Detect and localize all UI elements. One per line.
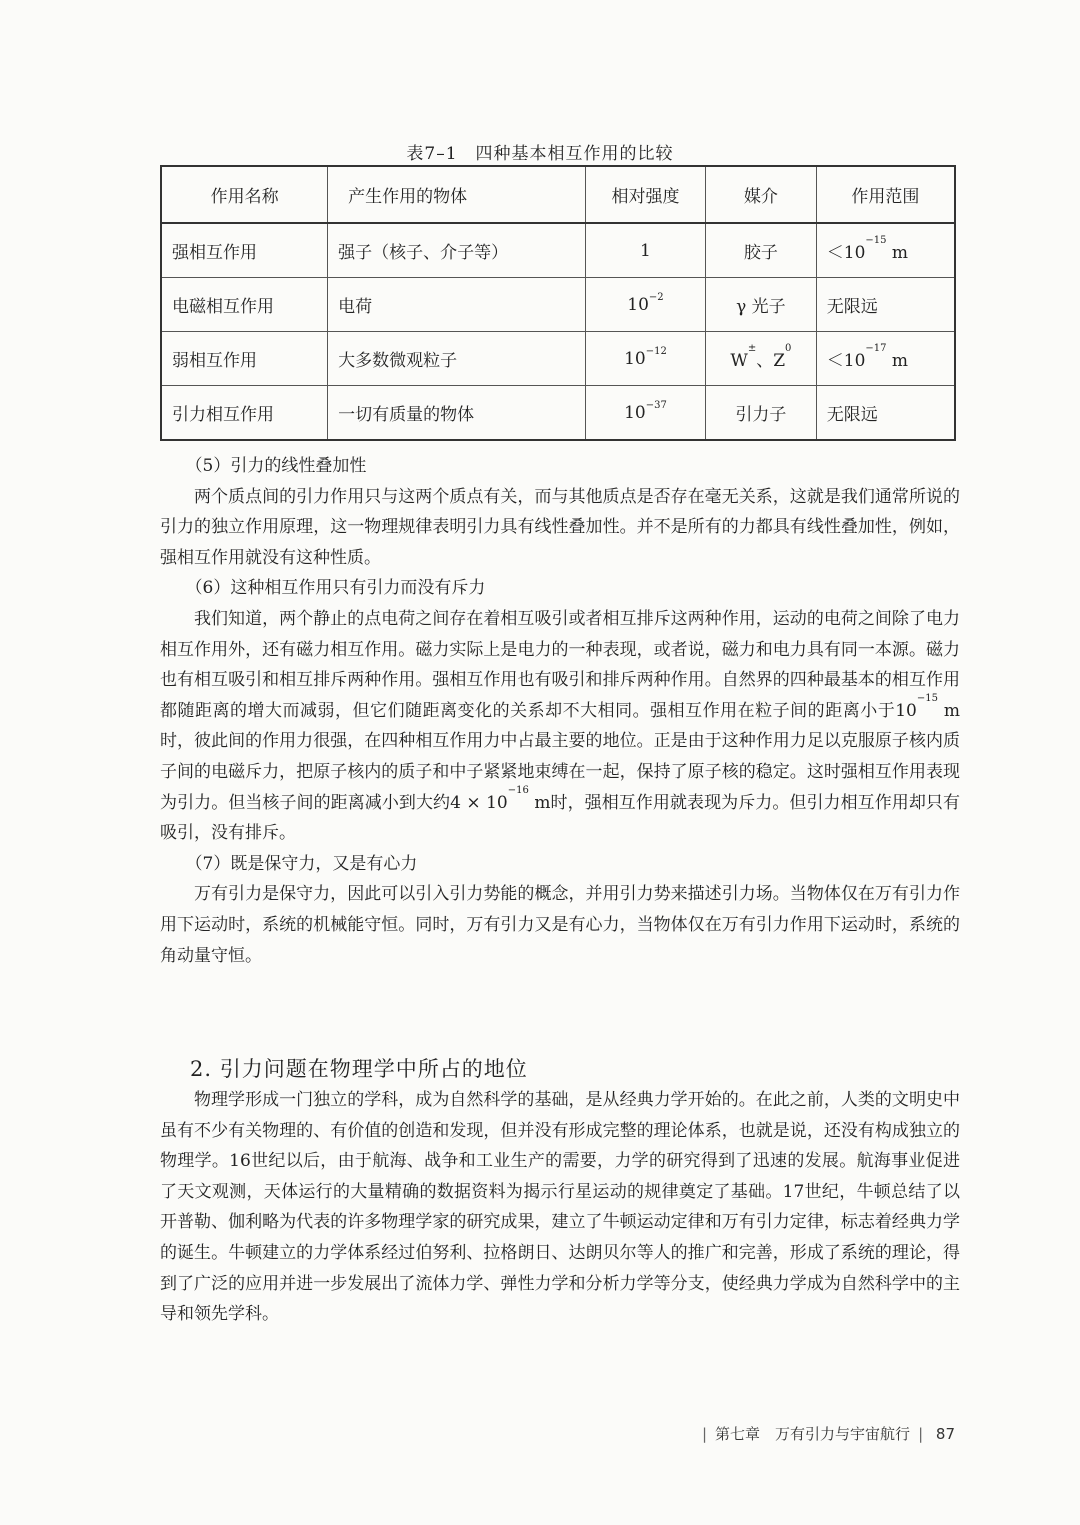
s6-paragraph: 我们知道，两个静止的点电荷之间存在着相互吸引或者相互排斥这两种作用，运动的电荷之间除了电力相互作用外，还有磁力相互作用。磁力实际上是电力的一种表现，或者说，磁力和电力具有同一本源。磁力也有相互吸引和相互排斥两种作用。强相互作用也有吸引和排斥两种作用。自然界的四种最基本的相互作用都随距离的增大而减弱，但它们随距离变化的关系却不大相同。强相互作用在粒子间的距离小于$10^{-15}$ m时，彼此间的作用力很强，在四种相互作用力中占最主要的地位。正是由于这种作用力足以克服原子核内质子间的电磁斥力，把原子核内的质子和中子紧紧地束缚在一起，保持了原子核的稳定。这时强相互作用表现为引力。但当核子间的距离减小到大约$4 \times 10^{-16}$ m时，强相互作用就表现为斥力。但引力相互作用却只有吸引，没有排斥。 [160, 608, 960, 844]
col-header-medium: 媒介 [706, 166, 817, 223]
cell-name: 强相互作用 [161, 223, 328, 278]
col-header-name: 作用名称 [161, 166, 328, 223]
cell-medium: γ 光子 [706, 278, 817, 332]
cell-source: 电荷 [328, 278, 586, 332]
interaction-comparison-table [160, 165, 956, 441]
table-header-row [161, 166, 955, 223]
col-header-strength: 相对强度 [585, 166, 705, 223]
col-header-source: 产生作用的物体 [328, 166, 586, 223]
s7-paragraph: 万有引力是保守力，因此可以引入引力势能的概念，并用引力势来描述引力场。当物体仅在万有引力作用下运动时，系统的机械能守恒。同时，万有引力又是有心力，当物体仅在万有引力作用下运动时，系统的角动量守恒。 [160, 884, 960, 966]
properties-block [160, 451, 960, 971]
cell-name: 引力相互作用 [161, 386, 328, 441]
cell-source: 大多数微观粒子 [328, 332, 586, 386]
section2-paragraph: 物理学形成一门独立的学科，成为自然科学的基础，是从经典力学开始的。在此之前，人类的文明史中虽有不少有关物理的、有价值的创造和发现，但并没有形成完整的理论体系，也就是说，还没有构成独立的物理学。16世纪以后，由于航海、战争和工业生产的需要，力学的研究得到了迅速的发展。航海事业促进了天文观测，天体运行的大量精确的数据资料为揭示行星运动的规律奠定了基础。17世纪，牛顿总结了以开普勒、伽利略为代表的许多物理学家的研究成果，建立了牛顿运动定律和万有引力定律，标志着经典力学的诞生。牛顿建立的力学体系经过伯努利、拉格朗日、达朗贝尔等人的推广和完善，形成了系统的理论，得到了广泛的应用并进一步发展出了流体力学、弹性力学和分析力学等分支，使经典力学成为自然科学中的主导和领先学科。 [160, 1090, 960, 1325]
table-row [161, 386, 955, 441]
table-row [161, 223, 955, 278]
s6-title: （6）这种相互作用只有引力而没有斥力 [185, 578, 486, 599]
table-row [161, 332, 955, 386]
cell-medium: W±、$Z^0$ [706, 332, 817, 386]
s7-title: （7）既是保守力，又是有心力 [185, 853, 418, 874]
cell-range: 无限远 [816, 386, 955, 441]
cell-source: 一切有质量的物体 [328, 386, 586, 441]
cell-strength: $10^{-2}$ [585, 278, 705, 332]
section-heading: 2. 引力问题在物理学中所占的地位 [190, 1057, 528, 1081]
cell-strength: $10^{-12}$ [585, 332, 705, 386]
col-header-range: 作用范围 [816, 166, 955, 223]
cell-source: 强子（核子、介子等） [328, 223, 586, 278]
footer-chapter: 第七章 万有引力与宇宙航行 [715, 1425, 911, 1443]
section2-block [160, 1085, 960, 1330]
cell-range: 无限远 [816, 278, 955, 332]
table-caption: 表7–1 四种基本相互作用的比较 [406, 144, 674, 164]
cell-medium: 胶子 [706, 223, 817, 278]
cell-strength: 1 [585, 223, 705, 278]
cell-name: 电磁相互作用 [161, 278, 328, 332]
s5-title: （5）引力的线性叠加性 [185, 456, 367, 476]
s5-paragraph: 两个质点间的引力作用只与这两个质点有关，而与其他质点是否存在毫无关系，这就是我们通常所说的引力的独立作用原理，这一物理规律表明引力具有线性叠加性。并不是所有的力都具有线性叠加性，例如，强相互作用就没有这种性质。 [160, 486, 960, 568]
page-footer: | 第七章 万有引力与宇宙航行 | 87 [701, 1425, 955, 1443]
table-row [161, 278, 955, 332]
cell-range: $<10^{-15}$ m [816, 223, 955, 278]
cell-name: 弱相互作用 [161, 332, 328, 386]
cell-medium: 引力子 [706, 386, 817, 441]
cell-strength: $10^{-37}$ [585, 386, 705, 441]
cell-range: $<10^{-17}$ m [816, 332, 955, 386]
page-number: 87 [935, 1425, 955, 1443]
